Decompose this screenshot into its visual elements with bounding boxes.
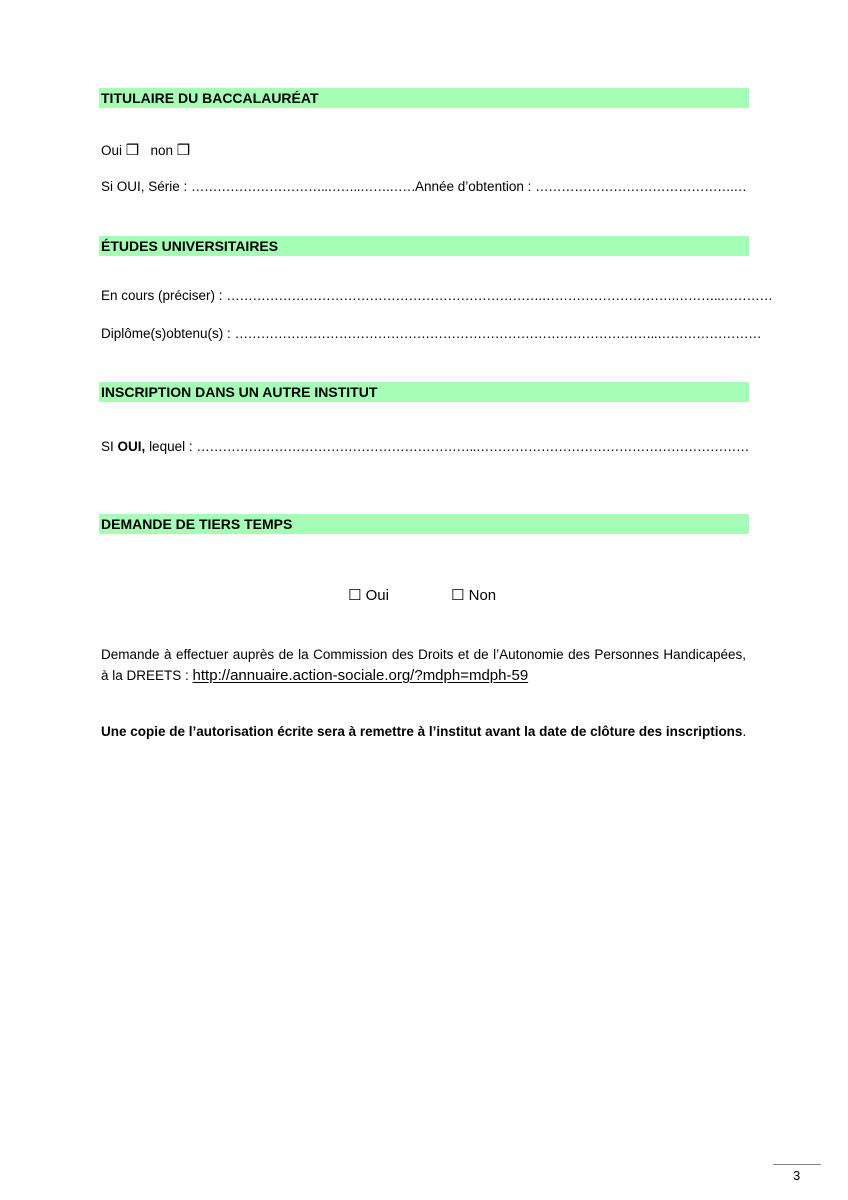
- section-header-inscription: INSCRIPTION DANS UN AUTRE INSTITUT: [99, 382, 749, 402]
- en-cours-field[interactable]: [101, 288, 772, 303]
- page-number: 3: [793, 1168, 801, 1183]
- lequel-label: lequel :: [149, 439, 193, 454]
- tiers-temps-text: Demande à effectuer auprès de la Commission des Droits et de l’Autonomie des Personnes Handicapées, à la DREETS :: [101, 647, 746, 683]
- section-header-tiers-temps: DEMANDE DE TIERS TEMPS: [99, 514, 749, 534]
- lequel-dots[interactable]: ………………………………………………………..………………………………………………………: [196, 439, 749, 454]
- mdph-link[interactable]: http://annuaire.action-sociale.org/?mdph=mdph-59: [192, 667, 529, 684]
- diplome-dots[interactable]: ……………………………………………………………………………………..……………………: [234, 326, 762, 341]
- en-cours-label: En cours (préciser) :: [101, 288, 223, 303]
- annee-field[interactable]: [415, 179, 746, 194]
- si-label: SI: [101, 439, 114, 454]
- copie-note: [101, 724, 746, 739]
- serie-dots[interactable]: …………………………..……..…….……: [191, 179, 416, 194]
- bac-non-label: non: [150, 143, 174, 158]
- page-number-rule: [773, 1164, 821, 1165]
- diplome-label: Diplôme(s)obtenu(s) :: [101, 326, 231, 341]
- oui-bold-label: OUI,: [117, 439, 146, 454]
- en-cours-dots[interactable]: ……………………………………………………………….………………………….………..…………: [226, 288, 773, 303]
- tiers-oui-label: Oui: [365, 587, 389, 604]
- tiers-oui-checkbox[interactable]: ☐: [348, 586, 362, 604]
- lequel-field[interactable]: [101, 439, 749, 454]
- section-header-etudes: ÉTUDES UNIVERSITAIRES: [99, 236, 749, 256]
- tiers-non-checkbox[interactable]: ☐: [451, 586, 465, 604]
- diplome-field[interactable]: [101, 326, 761, 341]
- bac-choice-row: [101, 141, 190, 159]
- serie-field[interactable]: [101, 179, 415, 194]
- copie-note-bold: Une copie de l’autorisation écrite sera à remettre à l’institut avant la date de clôture des inscriptions: [101, 724, 743, 739]
- tiers-non-option[interactable]: [451, 586, 496, 604]
- serie-label: Si OUI, Série :: [101, 179, 188, 194]
- section-header-baccalaureat: TITULAIRE DU BACCALAURÉAT: [99, 88, 749, 108]
- annee-label: Année d’obtention :: [415, 179, 532, 194]
- bac-non-checkbox[interactable]: ❒: [176, 141, 191, 159]
- bac-oui-checkbox[interactable]: ❒: [125, 141, 140, 159]
- bac-oui-label: Oui: [101, 143, 123, 158]
- annee-dots[interactable]: ……………………………………….…: [535, 179, 747, 194]
- copie-note-end: .: [742, 724, 747, 739]
- tiers-non-label: Non: [468, 587, 497, 604]
- tiers-oui-option[interactable]: [348, 586, 389, 604]
- tiers-temps-paragraph: [101, 644, 746, 686]
